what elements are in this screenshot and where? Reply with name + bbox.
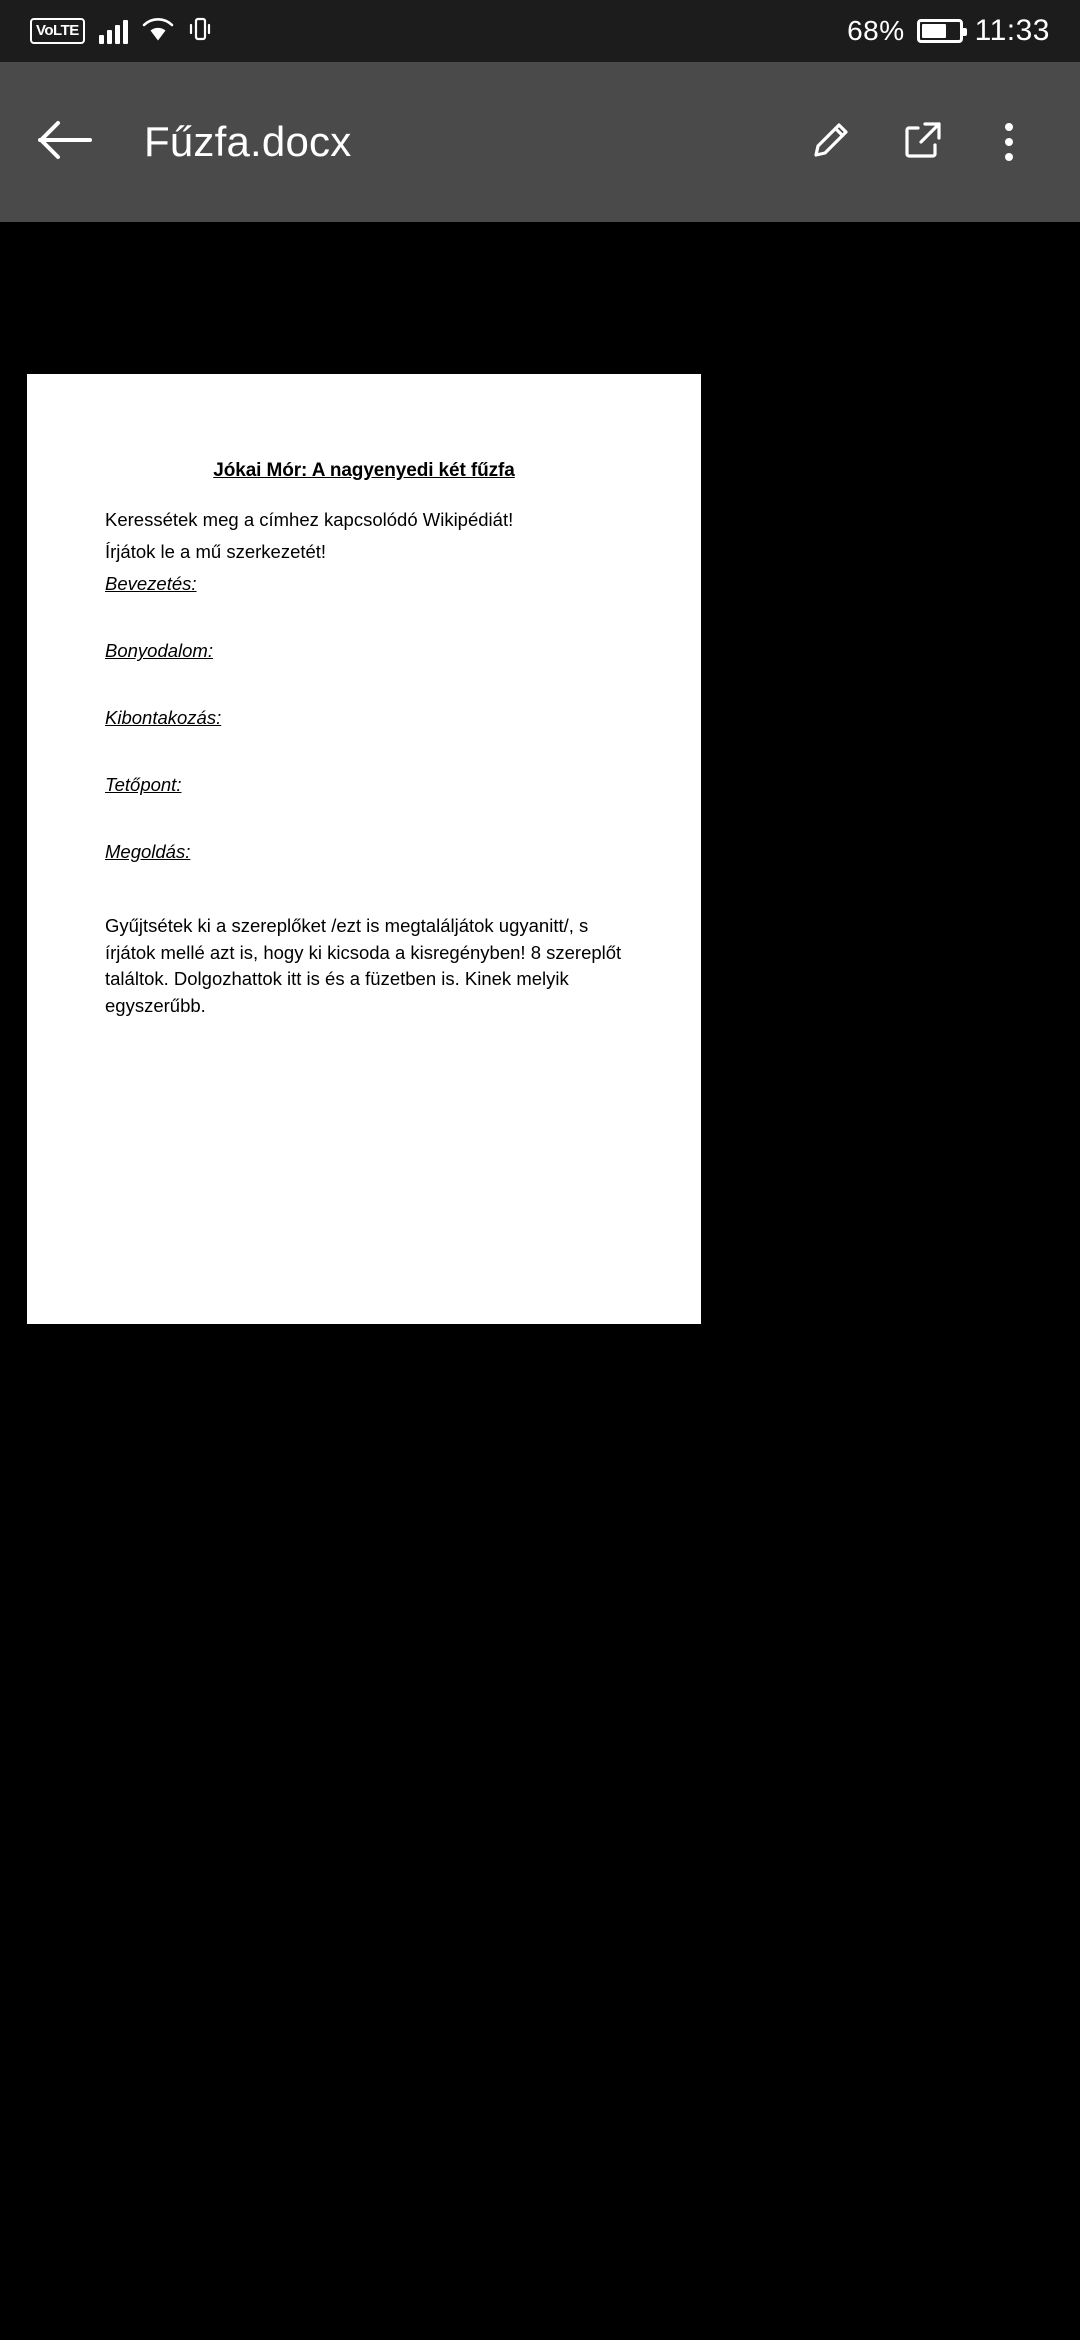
volte-icon: VoLTE: [30, 18, 85, 44]
wifi-icon: [142, 16, 174, 47]
page-title: Fűzfa.docx: [144, 118, 352, 165]
document-body-paragraph: Gyűjtsétek ki a szereplőket /ezt is megtaláljátok ugyanitt/, s írjátok mellé azt is, hogy ki kicsoda a kisregényben! 8 szereplőt találtok. Dolgozhattok itt is és a füzetben is. Kinek melyik egyszerűbb.: [105, 915, 622, 1016]
battery-icon: [917, 19, 963, 43]
document-page[interactable]: [27, 374, 701, 1324]
battery-percent-label: 68%: [847, 15, 905, 46]
more-vertical-icon-dot-1: [1005, 123, 1013, 131]
edit-button[interactable]: [794, 105, 868, 179]
document-intro-line-1: Keressétek meg a címhez kapcsolódó Wikipédiát!: [105, 509, 514, 530]
more-options-button[interactable]: [972, 105, 1046, 179]
back-arrow-icon: [38, 119, 94, 166]
vibrate-icon: [188, 15, 212, 48]
pencil-icon: [807, 116, 855, 169]
document-viewer[interactable]: [0, 222, 1080, 2340]
status-bar-right: [847, 14, 1050, 48]
more-vertical-icon-dot-3: [1005, 153, 1013, 161]
clock-label: 11:33: [974, 14, 1050, 47]
document-heading-title: Jókai Mór: A nagyenyedi két fűzfa: [213, 460, 515, 481]
document-section-kibontakozas: Kibontakozás:: [105, 707, 222, 729]
document-section-bonyodalom: Bonyodalom:: [105, 640, 213, 662]
status-bar-left: [30, 15, 212, 48]
signal-bars-icon: [99, 18, 128, 44]
document-section-bevezetes: Bevezetés:: [105, 573, 197, 595]
status-bar: [0, 0, 1080, 62]
document-intro-line-2: Írjátok le a mű szerkezetét!: [105, 540, 327, 562]
open-external-icon: [899, 116, 947, 169]
document-section-megoldas: Megoldás:: [105, 841, 191, 863]
document-section-tetopont: Tetőpont:: [105, 774, 182, 796]
share-button[interactable]: [886, 105, 960, 179]
app-bar: [0, 62, 1080, 222]
back-button[interactable]: [34, 110, 98, 174]
more-vertical-icon-dot-2: [1005, 138, 1013, 146]
